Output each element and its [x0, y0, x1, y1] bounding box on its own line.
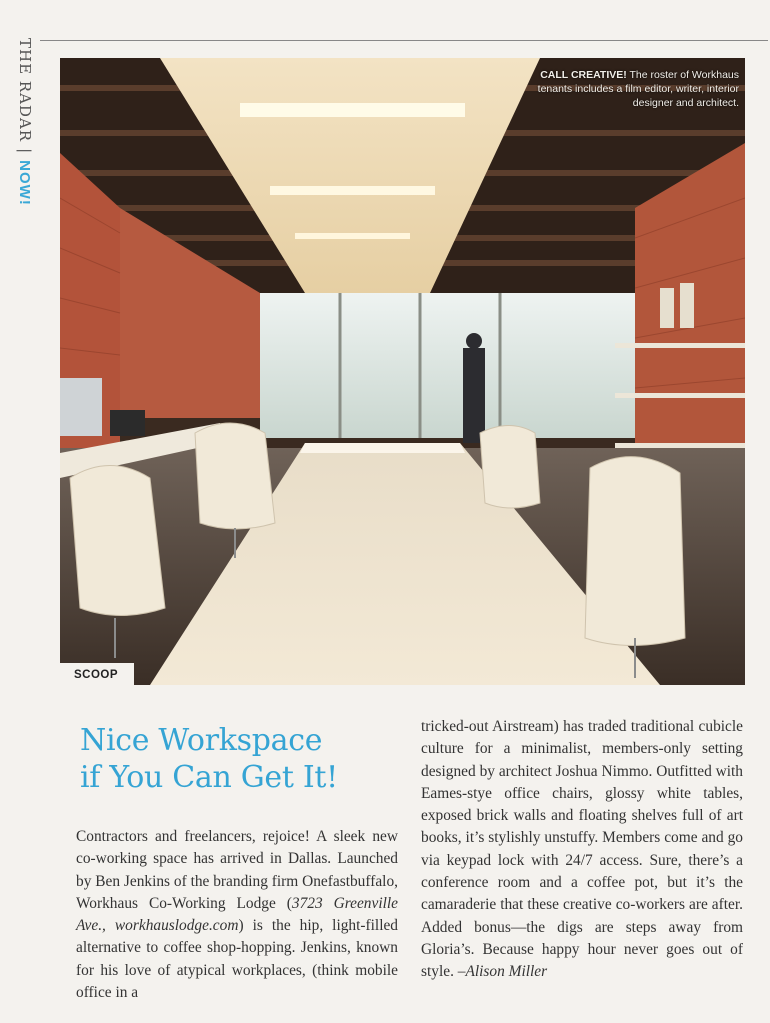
caption-lead: CALL CREATIVE! — [540, 69, 627, 81]
section-tab-text — [16, 38, 34, 206]
body-paragraph-2: tricked-out Airstream) has traded traditional cubicle culture for a minimalist, members-only setting designed by architect Joshua Nimmo. Outfitted with Eames-stye office chairs, glossy white tables, exposed brick walls and floating shelves full of art books, it’s stylishly unstuffy. Members come and go via keypad lock with 24/7 access. Sure, there’s a conference room and a coffee pot, but it’s the camaraderie that these creative co-workers are after. Added bonus—the digs are steps away from Gloria’s. Because happy hour never goes out of style. — [421, 718, 743, 981]
byline: –Alison Miller — [457, 963, 548, 981]
section-name: THE RADAR — [16, 38, 34, 143]
subsection-name: NOW! — [16, 160, 33, 206]
address-text: 3723 Greenville Ave., workhauslodge.com — [76, 894, 398, 935]
caption-text: The roster of Workhaus tenants includes a film editor, writer, interior designer and architect. — [537, 69, 739, 109]
headline-line-2: if You Can Get It! — [80, 760, 338, 795]
headline-line-1: Nice Workspace — [80, 723, 323, 758]
photo-caption — [519, 68, 739, 110]
top-rule — [40, 40, 768, 41]
body-paragraph-1b: ) is the hip, light-filled alternative to coffee shop-hopping. Jenkins, known for his love of atypical workplaces, (think mobile office in a — [76, 917, 398, 1002]
body-column-2 — [421, 716, 743, 984]
office-photo — [60, 58, 745, 685]
section-tab — [12, 38, 32, 278]
article-headline — [80, 722, 420, 796]
body-paragraph-1a: Contractors and freelancers, rejoice! A sleek new co-working space has arrived in Dallas. Launched by Ben Jenkins of the branding firm Onefastbuffalo, Workhaus Co-Working Lodge ( — [76, 828, 398, 912]
body-column-1 — [76, 826, 398, 1004]
section-divider: | — [16, 148, 34, 155]
scoop-tag: SCOOP — [60, 663, 134, 687]
